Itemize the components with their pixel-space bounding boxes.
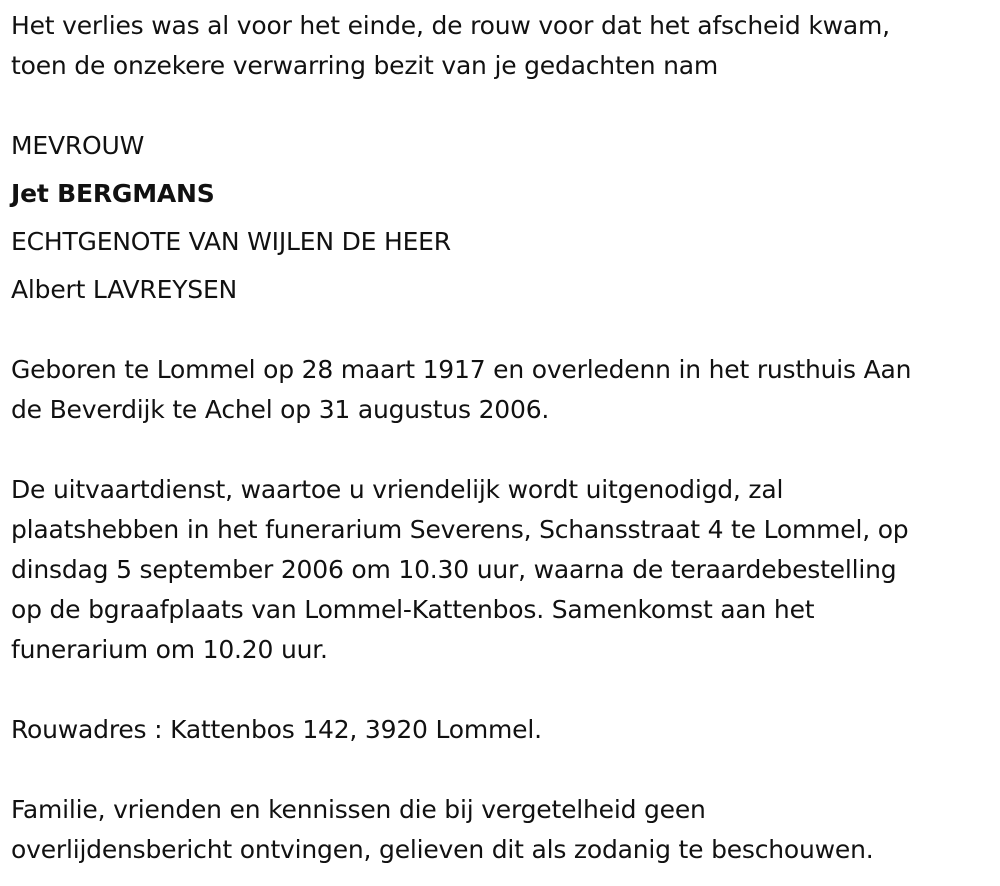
service-paragraph <box>11 470 908 670</box>
birth-death-paragraph <box>11 350 911 430</box>
service-line-5: funerarium om 10.20 uur. <box>11 635 328 664</box>
service-line-1: De uitvaartdienst, waartoe u vriendelijk wordt uitgenodigd, zal <box>11 475 784 504</box>
deceased-relation: ECHTGENOTE VAN WIJLEN DE HEER <box>11 227 451 256</box>
birth-death-line-2: de Beverdijk te Achel op 31 augustus 2006. <box>11 395 550 424</box>
closing-line-1: Familie, vrienden en kennissen die bij vergetelheid geen <box>11 795 706 824</box>
epigraph-line-1: Het verlies was al voor het einde, de rouw voor dat het afscheid kwam, <box>11 11 890 40</box>
deceased-title: MEVROUW <box>11 131 145 160</box>
deceased-name: Jet BERGMANS <box>11 179 215 208</box>
mourning-address: Rouwadres : Kattenbos 142, 3920 Lommel. <box>11 715 542 744</box>
closing-paragraph <box>11 790 874 870</box>
epigraph-paragraph <box>11 6 890 86</box>
service-line-4: op de bgraafplaats van Lommel-Kattenbos. Samenkomst aan het <box>11 595 815 624</box>
spouse-name: Albert LAVREYSEN <box>11 275 238 304</box>
birth-death-line-1: Geboren te Lommel op 28 maart 1917 en overledenn in het rusthuis Aan <box>11 355 912 384</box>
service-line-2: plaatshebben in het funerarium Severens, Schansstraat 4 te Lommel, op <box>11 515 909 544</box>
epigraph-line-2: toen de onzekere verwarring bezit van je gedachten nam <box>11 51 719 80</box>
deceased-block <box>11 126 451 310</box>
closing-line-2: overlijdensbericht ontvingen, gelieven dit als zodanig te beschouwen. <box>11 835 874 864</box>
address-paragraph <box>11 710 542 750</box>
service-line-3: dinsdag 5 september 2006 om 10.30 uur, waarna de teraardebestelling <box>11 555 897 584</box>
